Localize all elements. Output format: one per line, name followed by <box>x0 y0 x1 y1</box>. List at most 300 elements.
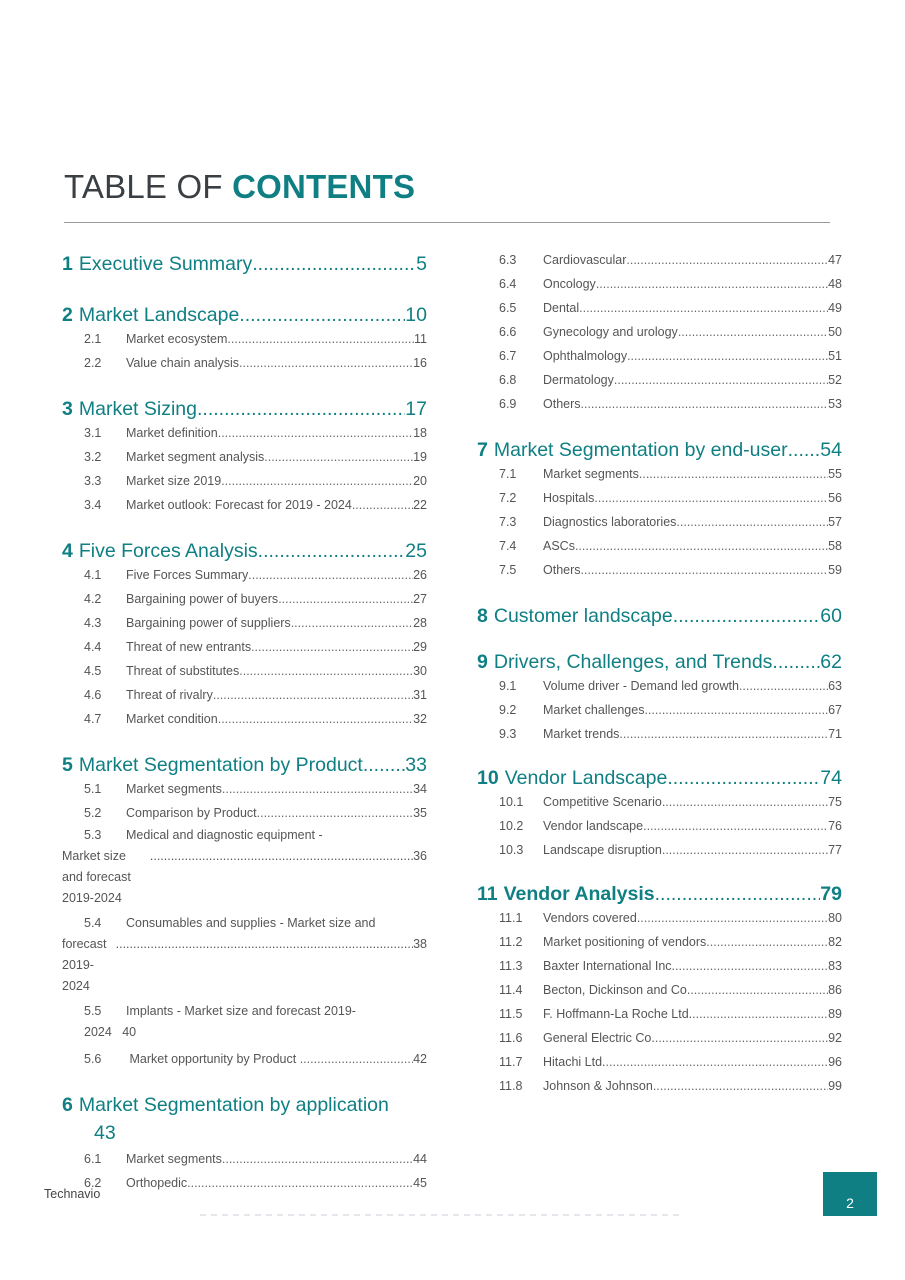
toc-entry-4-3[interactable] <box>62 611 427 635</box>
entry-number: 5.6 <box>84 1052 102 1066</box>
entry-title: Threat of rivalry <box>126 688 213 702</box>
entry-title: Orthopedic <box>126 1176 188 1190</box>
entry-number: 4.4 <box>84 640 102 654</box>
section-label: Drivers, Challenges, and Trends <box>493 651 773 673</box>
leader-dots <box>644 698 828 722</box>
leader-dots <box>221 469 413 493</box>
section-page: 10 <box>405 304 427 326</box>
entry-page: 42 <box>413 1052 427 1066</box>
section-label: Vendor Landscape <box>504 767 668 789</box>
section-number: 10 <box>477 767 499 789</box>
section-label: Vendor Analysis <box>503 883 655 905</box>
leader-dots <box>594 486 828 510</box>
entry-title: Threat of substitutes <box>126 664 240 678</box>
section-number: 5 <box>62 754 73 776</box>
leader-dots <box>639 462 828 486</box>
leader-dots <box>596 272 828 296</box>
leader-dots <box>655 1026 828 1050</box>
entry-title: Others <box>543 397 581 411</box>
page-number: 2 <box>846 1195 854 1211</box>
leader-dots <box>239 303 405 327</box>
entry-page: 67 <box>828 703 842 717</box>
entry-title: Vendors covered <box>543 911 637 925</box>
entry-title: Diagnostics laboratories <box>543 515 677 529</box>
toc-entry-11-4[interactable] <box>477 978 842 1002</box>
entry-title: Threat of new entrants <box>126 640 252 654</box>
leader-dots <box>213 683 413 707</box>
entry-title: Johnson & Johnson <box>543 1079 653 1093</box>
leader-dots <box>662 838 828 862</box>
entry-page: 50 <box>828 325 842 339</box>
toc-entry-10-2[interactable] <box>477 814 842 838</box>
toc-section-3[interactable] <box>62 397 427 421</box>
entry-title: Bargaining power of buyers <box>126 592 279 606</box>
footer-faint-line <box>200 1214 680 1216</box>
toc-entry-6-3[interactable] <box>477 248 842 272</box>
entry-page: 32 <box>413 712 427 726</box>
entry-title: Bargaining power of suppliers <box>126 616 291 630</box>
entry-title: Market opportunity by Product <box>126 1052 300 1066</box>
entry-page: 82 <box>828 935 842 949</box>
entry-number: 11.8 <box>499 1079 523 1093</box>
entry-title: Implants - Market size and forecast 2019- <box>126 1004 356 1018</box>
toc-section-6[interactable] <box>62 1091 427 1147</box>
toc-entry-7-2[interactable] <box>477 486 842 510</box>
entry-page: 96 <box>828 1055 842 1069</box>
toc-entry-4-6[interactable] <box>62 683 427 707</box>
leader-dots <box>239 659 413 683</box>
leader-dots <box>251 635 413 659</box>
section-number: 9 <box>477 651 488 673</box>
toc-entry-6-1[interactable] <box>62 1147 427 1171</box>
leader-dots <box>606 1050 829 1074</box>
section-number: 6 <box>62 1094 73 1116</box>
leader-dots <box>218 707 413 731</box>
entry-number: 9.3 <box>499 727 517 741</box>
entry-number: 11.7 <box>499 1055 523 1069</box>
title-divider <box>64 222 830 223</box>
leader-dots <box>227 327 414 351</box>
toc-section-4[interactable] <box>62 539 427 563</box>
entry-title: Market positioning of vendors <box>543 935 707 949</box>
title-accent: CONTENTS <box>232 168 416 205</box>
toc-section-11[interactable] <box>477 882 842 906</box>
entry-page: 19 <box>413 450 427 464</box>
entry-number: 6.4 <box>499 277 517 291</box>
entry-page: 28 <box>413 616 427 630</box>
leader-dots <box>581 392 829 416</box>
section-label: Market Segmentation by application <box>78 1094 389 1116</box>
leader-dots <box>627 344 828 368</box>
toc-entry-5-3[interactable] <box>62 825 427 909</box>
entry-page: 11 <box>414 332 427 346</box>
entry-title: Gynecology and urology <box>543 325 678 339</box>
toc-entry-11-3[interactable] <box>477 954 842 978</box>
footer-brand: Technavio <box>44 1187 101 1201</box>
page-number-badge <box>823 1172 877 1216</box>
entry-title: Volume driver - Demand led growth <box>543 679 739 693</box>
section-number: 2 <box>62 304 73 326</box>
toc-entry-6-4[interactable] <box>477 272 842 296</box>
leader-dots <box>197 397 405 421</box>
entry-number: 11.1 <box>499 911 523 925</box>
toc-entry-5-1[interactable] <box>62 777 427 801</box>
entry-page: 29 <box>413 640 427 654</box>
entry-number: 5.1 <box>84 782 102 796</box>
entry-title: Market definition <box>126 426 218 440</box>
leader-dots <box>772 650 820 674</box>
entry-number: 7.2 <box>499 491 517 505</box>
entry-number: 4.7 <box>84 712 102 726</box>
leader-dots <box>150 846 413 909</box>
leader-dots <box>187 1171 413 1195</box>
toc-entry-9-1[interactable] <box>477 674 842 698</box>
leader-dots <box>626 248 828 272</box>
entry-title: Dermatology <box>543 373 614 387</box>
entry-page: 30 <box>413 664 427 678</box>
section-label: Customer landscape <box>493 605 673 627</box>
entry-page: 36 <box>413 849 427 863</box>
entry-title: Competitive Scenario <box>543 795 662 809</box>
entry-number: 6.2 <box>84 1176 102 1190</box>
leader-dots <box>575 534 828 558</box>
entry-title: Market trends <box>543 727 620 741</box>
leader-dots <box>692 1002 828 1026</box>
entry-title: Cardiovascular <box>543 253 627 267</box>
entry-number: 5.3 <box>84 828 102 842</box>
toc-entry-6-8[interactable] <box>477 368 842 392</box>
entry-title-cont: 2024 40 <box>84 1025 137 1039</box>
toc-section-8[interactable] <box>477 604 842 628</box>
entry-title: Value chain analysis <box>126 356 240 370</box>
section-label: Five Forces Analysis <box>78 540 258 562</box>
entry-number: 3.1 <box>84 426 102 440</box>
leader-dots <box>653 1074 828 1098</box>
entry-page: 76 <box>828 819 842 833</box>
entry-number: 6.5 <box>499 301 517 315</box>
entry-page: 99 <box>828 1079 842 1093</box>
entry-page: 35 <box>413 806 427 820</box>
entry-page: 86 <box>828 983 842 997</box>
toc-entry-7-1[interactable] <box>477 462 842 486</box>
toc-entry-9-3[interactable] <box>477 722 842 746</box>
section-page: 17 <box>405 398 427 420</box>
toc-entry-4-2[interactable] <box>62 587 427 611</box>
entry-page: 22 <box>413 498 427 512</box>
section-page: 79 <box>820 883 842 905</box>
entry-page: 59 <box>828 563 842 577</box>
entry-number: 3.4 <box>84 498 102 512</box>
entry-number: 4.3 <box>84 616 102 630</box>
entry-number: 7.3 <box>499 515 517 529</box>
leader-dots <box>278 587 413 611</box>
leader-dots <box>239 351 413 375</box>
toc-right-column <box>477 248 842 1098</box>
toc-entry-4-7[interactable] <box>62 707 427 731</box>
section-page: 33 <box>405 754 427 776</box>
entry-page: 58 <box>828 539 842 553</box>
entry-page: 75 <box>828 795 842 809</box>
entry-title: Becton, Dickinson and Co. <box>543 983 691 997</box>
entry-number: 7.5 <box>499 563 517 577</box>
entry-page: 49 <box>828 301 842 315</box>
entry-page: 38 <box>413 937 427 951</box>
entry-title: Ophthalmology <box>543 349 628 363</box>
entry-page: 55 <box>828 467 842 481</box>
toc-entry-10-3[interactable] <box>477 838 842 862</box>
toc-entry-7-4[interactable] <box>477 534 842 558</box>
section-number: 1 <box>62 253 73 275</box>
entry-number: 6.8 <box>499 373 517 387</box>
section-number: 7 <box>477 439 488 461</box>
leader-dots <box>222 777 413 801</box>
entry-title: Hospitals <box>543 491 595 505</box>
leader-dots <box>581 558 829 582</box>
toc-entry-4-4[interactable] <box>62 635 427 659</box>
section-label: Market Landscape <box>78 304 240 326</box>
entry-number: 4.1 <box>84 568 102 582</box>
toc-entry-6-6[interactable] <box>477 320 842 344</box>
leader-dots <box>363 753 405 777</box>
section-page: 60 <box>820 605 842 627</box>
toc-entry-11-5[interactable] <box>477 1002 842 1026</box>
entry-number: 4.5 <box>84 664 102 678</box>
section-number: 8 <box>477 605 488 627</box>
toc-entry-6-5[interactable] <box>477 296 842 320</box>
leader-dots <box>667 766 820 790</box>
toc-entry-11-6[interactable] <box>477 1026 842 1050</box>
entry-page: 18 <box>413 426 427 440</box>
leader-dots <box>222 1147 413 1171</box>
toc-entry-4-5[interactable] <box>62 659 427 683</box>
section-page: 25 <box>405 540 427 562</box>
entry-number: 3.2 <box>84 450 102 464</box>
entry-page: 53 <box>828 397 842 411</box>
section-page: 43 <box>94 1122 116 1144</box>
entry-title: Oncology <box>543 277 596 291</box>
entry-number: 5.4 <box>84 916 102 930</box>
entry-page: 89 <box>828 1007 842 1021</box>
section-page: 54 <box>820 439 842 461</box>
entry-page: 52 <box>828 373 842 387</box>
entry-page: 47 <box>828 253 842 267</box>
entry-title: Market segment analysis <box>126 450 265 464</box>
entry-page: 20 <box>413 474 427 488</box>
entry-page: 34 <box>413 782 427 796</box>
entry-number: 10.1 <box>499 795 524 809</box>
entry-number: 9.1 <box>499 679 517 693</box>
entry-number: 5.2 <box>84 806 102 820</box>
entry-page: 44 <box>413 1152 427 1166</box>
entry-number: 10.2 <box>499 819 524 833</box>
section-page: 74 <box>820 767 842 789</box>
entry-number: 6.1 <box>84 1152 102 1166</box>
entry-title: F. Hoffmann-La Roche Ltd. <box>543 1007 693 1021</box>
leader-dots <box>676 510 828 534</box>
toc-entry-2-2[interactable] <box>62 351 427 375</box>
toc-entry-4-1[interactable] <box>62 563 427 587</box>
leader-dots <box>248 563 413 587</box>
entry-page: 45 <box>413 1176 427 1190</box>
leader-dots <box>690 978 828 1002</box>
toc-entry-5-5[interactable] <box>62 1001 427 1043</box>
toc-section-5[interactable] <box>62 753 427 777</box>
entry-number: 6.7 <box>499 349 517 363</box>
toc-section-9[interactable] <box>477 650 842 674</box>
entry-title: Market segments <box>543 467 639 481</box>
entry-title: Market size 2019 <box>126 474 222 488</box>
toc-left-column <box>62 248 427 1195</box>
leader-dots <box>252 252 416 276</box>
page-title <box>64 168 415 206</box>
leader-dots <box>258 539 406 563</box>
entry-title: Others <box>543 563 581 577</box>
toc-entry-5-2[interactable] <box>62 801 427 825</box>
entry-title: Consumables and supplies - Market size and <box>126 916 376 930</box>
leader-dots <box>739 674 828 698</box>
toc-entry-3-3[interactable] <box>62 469 427 493</box>
entry-number: 3.3 <box>84 474 102 488</box>
section-number: 4 <box>62 540 73 562</box>
entry-title: Market outlook: Forecast for 2019 - 2024 <box>126 498 352 512</box>
leader-dots <box>673 604 821 628</box>
toc-entry-6-7[interactable] <box>477 344 842 368</box>
entry-page: 27 <box>413 592 427 606</box>
leader-dots <box>257 801 413 825</box>
entry-title: Market segments <box>126 782 222 796</box>
entry-page: 80 <box>828 911 842 925</box>
section-label: Market Sizing <box>78 398 197 420</box>
entry-title: Vendor landscape <box>543 819 644 833</box>
entry-title: Market challenges <box>543 703 645 717</box>
entry-page: 26 <box>413 568 427 582</box>
toc-entry-3-4[interactable] <box>62 493 427 517</box>
leader-dots <box>637 906 828 930</box>
entry-page: 63 <box>828 679 842 693</box>
leader-dots <box>300 1047 413 1071</box>
toc-section-10[interactable] <box>477 766 842 790</box>
toc-entry-5-6[interactable] <box>62 1047 427 1071</box>
toc-entry-7-5[interactable] <box>477 558 842 582</box>
entry-number: 4.6 <box>84 688 102 702</box>
entry-number: 11.6 <box>499 1031 523 1045</box>
entry-page: 31 <box>413 688 427 702</box>
entry-number: 7.1 <box>499 467 517 481</box>
entry-number: 2.1 <box>84 332 102 346</box>
entry-page: 57 <box>828 515 842 529</box>
entry-title: Dental <box>543 301 580 315</box>
entry-number: 11.3 <box>499 959 523 973</box>
toc-entry-3-2[interactable] <box>62 445 427 469</box>
entry-number: 4.2 <box>84 592 102 606</box>
entry-title-cont: Market size and forecast 2019-2024 <box>62 849 131 905</box>
entry-number: 11.5 <box>499 1007 523 1021</box>
entry-number: 10.3 <box>499 843 524 857</box>
entry-title: Comparison by Product <box>126 806 257 820</box>
leader-dots <box>655 882 821 906</box>
toc-entry-2-1[interactable] <box>62 327 427 351</box>
leader-dots <box>788 438 821 462</box>
leader-dots <box>706 930 828 954</box>
entry-title-cont: forecast 2019-2024 <box>62 937 107 993</box>
section-page: 5 <box>416 253 427 275</box>
leader-dots <box>678 320 828 344</box>
toc-entry-11-8[interactable] <box>477 1074 842 1098</box>
toc-section-7[interactable] <box>477 438 842 462</box>
entry-number: 6.9 <box>499 397 517 411</box>
toc-entry-9-2[interactable] <box>477 698 842 722</box>
leader-dots <box>264 445 413 469</box>
section-page: 62 <box>820 651 842 673</box>
entry-page: 71 <box>828 727 842 741</box>
entry-number: 6.3 <box>499 253 517 267</box>
toc-entry-10-1[interactable] <box>477 790 842 814</box>
section-number: 3 <box>62 398 73 420</box>
leader-dots <box>116 934 413 997</box>
entry-page: 77 <box>828 843 842 857</box>
leader-dots <box>218 421 413 445</box>
section-label: Market Segmentation by end-user <box>493 439 788 461</box>
entry-number: 2.2 <box>84 356 102 370</box>
entry-title: Market ecosystem <box>126 332 228 346</box>
toc-section-2[interactable] <box>62 303 427 327</box>
toc-entry-11-1[interactable] <box>477 906 842 930</box>
entry-title: Hitachi Ltd. <box>543 1055 606 1069</box>
entry-page: 16 <box>413 356 427 370</box>
leader-dots <box>675 954 828 978</box>
entry-page: 92 <box>828 1031 842 1045</box>
leader-dots <box>643 814 828 838</box>
entry-title: Market condition <box>126 712 218 726</box>
toc-entry-5-4[interactable] <box>62 913 427 997</box>
entry-page: 56 <box>828 491 842 505</box>
section-number: 11 <box>477 883 498 905</box>
toc-entry-11-2[interactable] <box>477 930 842 954</box>
toc-section-1[interactable] <box>62 252 427 276</box>
entry-title: Medical and diagnostic equipment - <box>126 828 323 842</box>
entry-number: 7.4 <box>499 539 517 553</box>
entry-title: Landscape disruption <box>543 843 662 857</box>
leader-dots <box>614 368 828 392</box>
entry-title: Market segments <box>126 1152 222 1166</box>
toc-entry-3-1[interactable] <box>62 421 427 445</box>
entry-title: Baxter International Inc. <box>543 959 676 973</box>
section-label: Executive Summary <box>78 253 253 275</box>
leader-dots <box>579 296 828 320</box>
section-label: Market Segmentation by Product <box>78 754 363 776</box>
entry-page: 83 <box>828 959 842 973</box>
toc-entry-6-9[interactable] <box>477 392 842 416</box>
entry-number: 11.2 <box>499 935 523 949</box>
entry-number: 5.5 <box>84 1004 102 1018</box>
leader-dots <box>662 790 828 814</box>
entry-page: 51 <box>828 349 842 363</box>
entry-number: 11.4 <box>499 983 523 997</box>
entry-number: 6.6 <box>499 325 517 339</box>
toc-entry-11-7[interactable] <box>477 1050 842 1074</box>
leader-dots <box>619 722 828 746</box>
entry-number: 9.2 <box>499 703 517 717</box>
entry-page: 48 <box>828 277 842 291</box>
leader-dots <box>352 493 413 517</box>
entry-title: General Electric Co. <box>543 1031 655 1045</box>
leader-dots <box>291 611 413 635</box>
title-prefix: TABLE OF <box>64 168 233 205</box>
entry-title: ASCs <box>543 539 575 553</box>
toc-entry-6-2[interactable] <box>62 1171 427 1195</box>
entry-title: Five Forces Summary <box>126 568 249 582</box>
toc-entry-7-3[interactable] <box>477 510 842 534</box>
